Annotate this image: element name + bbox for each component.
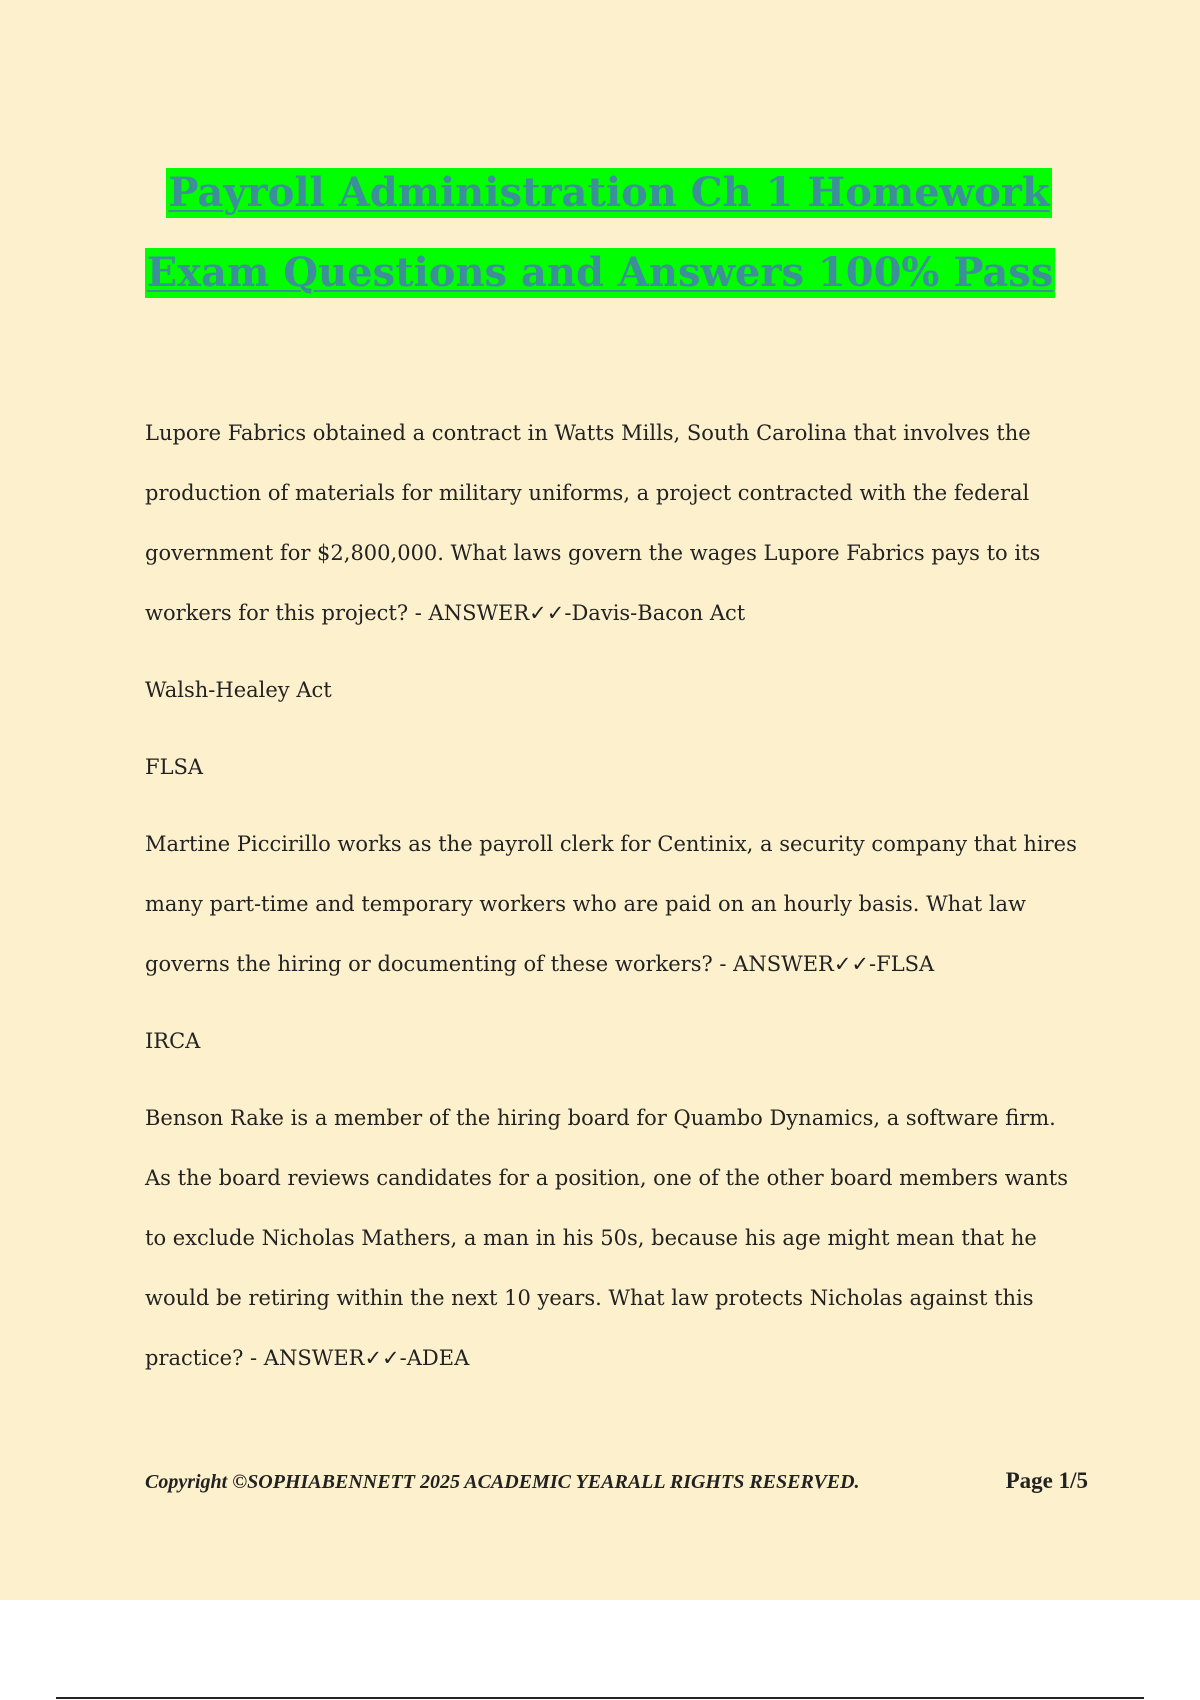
title-line-1: Payroll Administration Ch 1 Homework xyxy=(168,169,1050,216)
next-page-divider xyxy=(56,1697,1144,1699)
question-paragraph: Lupore Fabrics obtained a contract in Watts Mills, South Carolina that involves the production of materials for military uniforms, a project contracted with the federal government for $2,800,000. What laws govern the wages Lupore Fabrics pays to its workers for this project? - ANSWER✓✓-Davis-Bacon Act xyxy=(145,421,1041,625)
page-footer xyxy=(145,1468,1088,1494)
page-number: Page 1/5 xyxy=(1005,1468,1088,1493)
question-paragraph: Martine Piccirillo works as the payroll clerk for Centinix, a security company that hires many part-time and temporary workers who are paid on an hourly basis. What law governs the hiring or documenting of these workers? - ANSWER✓✓-FLSA xyxy=(145,832,1077,976)
answer-option: FLSA xyxy=(145,755,204,779)
question-paragraph: Benson Rake is a member of the hiring board for Quambo Dynamics, a software firm. As the board reviews candidates for a position, one of the other board members wants to exclude Nicholas Mathers, a man in his 50s, because his age might mean that he would be retiring within the next 10 years. What law protects Nicholas against this practice? - ANSWER✓✓-ADEA xyxy=(145,1106,1068,1370)
title-line-2: Exam Questions and Answers 100% Pass xyxy=(146,249,1054,296)
copyright-notice: Copyright ©SOPHIABENNETT 2025 ACADEMIC YEARALL RIGHTS RESERVED. xyxy=(145,1471,860,1493)
answer-option: Walsh-Healey Act xyxy=(145,678,332,702)
document-title xyxy=(0,168,1200,298)
answer-option: IRCA xyxy=(145,1029,201,1053)
document-body xyxy=(145,403,1085,1388)
